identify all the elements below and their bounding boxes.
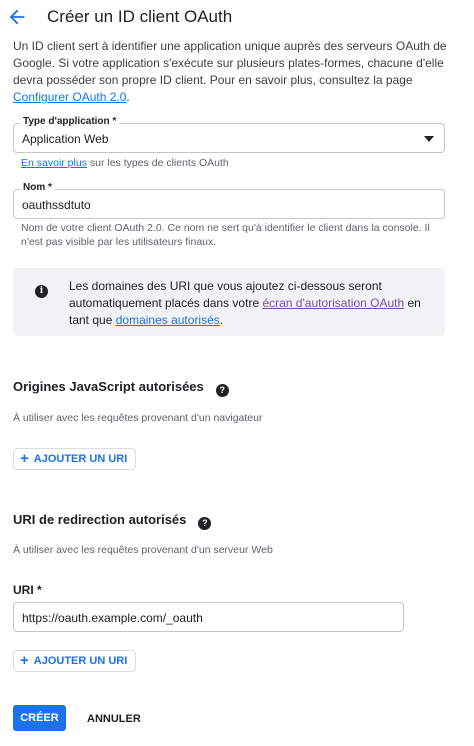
js-origins-heading <box>13 379 229 397</box>
authorized-domains-link[interactable]: domaines autorisés <box>115 313 220 327</box>
info-text <box>69 278 439 329</box>
create-button[interactable]: CRÉER <box>13 705 66 731</box>
intro-text <box>13 38 465 106</box>
name-helper: Nom de votre client OAuth 2.0. Ce nom ne sert qu'à identifier le client dans la console. Il n'est pas visible par les utilisateurs finaux. <box>21 222 430 248</box>
cancel-button[interactable]: ANNULER <box>87 713 141 725</box>
info-text-1: Les domaines des URI que vous ajoutez ci-dessous seront automatiquement placés dans votre <box>69 279 382 310</box>
arrow-back-icon[interactable] <box>6 6 28 28</box>
authorized-domains-info <box>13 268 445 336</box>
application-type-label: Type d'application * <box>20 116 119 128</box>
name-field[interactable] <box>13 182 445 219</box>
learn-more-link[interactable]: En savoir plus <box>21 157 87 169</box>
help-icon[interactable]: ? <box>198 517 211 530</box>
add-js-origin-label: AJOUTER UN URI <box>33 453 128 465</box>
add-redirect-uri-button[interactable] <box>13 650 136 672</box>
application-type-helper <box>21 156 229 170</box>
page-header <box>0 0 474 34</box>
help-icon[interactable]: ? <box>216 384 229 397</box>
consent-screen-link[interactable]: écran d'autorisation OAuth <box>262 296 405 310</box>
add-js-origin-button[interactable] <box>13 448 136 470</box>
application-type-value: Application Web <box>22 132 109 146</box>
configure-oauth-link[interactable]: Configurer OAuth 2.0 <box>13 90 127 104</box>
dropdown-arrow-icon <box>424 136 434 142</box>
redirect-uri-value: https://oauth.example.com/_oauth <box>22 611 203 625</box>
application-type-select[interactable] <box>13 116 445 153</box>
uri-label: URI * <box>13 583 42 597</box>
intro-suffix: . <box>126 90 130 104</box>
js-origins-title: Origines JavaScript autorisées <box>13 379 204 394</box>
info-text-2: en tant que <box>69 296 421 327</box>
name-label: Nom * <box>20 182 55 194</box>
info-text-3: . <box>219 313 224 327</box>
redirect-uris-subtitle: À utiliser avec les requêtes provenant d'un serveur Web <box>13 544 273 556</box>
info-icon: i <box>35 285 48 298</box>
add-redirect-uri-label: AJOUTER UN URI <box>33 655 128 667</box>
js-origins-subtitle: À utiliser avec les requêtes provenant d'un navigateur <box>13 412 263 424</box>
page-title: Créer un ID client OAuth <box>47 7 233 26</box>
name-value: oauthssdtuto <box>22 198 91 212</box>
redirect-uris-title: URI de redirection autorisés <box>13 512 187 527</box>
redirect-uri-input[interactable] <box>13 602 404 632</box>
redirect-uris-heading <box>13 512 211 530</box>
application-type-helper-text: sur les types de clients OAuth <box>86 157 229 169</box>
intro-body: Un ID client sert à identifier une application unique auprès des serveurs OAuth de Google. Si votre application s'exécute sur plusieurs plates-formes, chacune d'elle devra posséder son propre ID client. Pour en savoir plus, consultez la page <box>13 39 447 87</box>
plus-icon: + <box>20 450 29 467</box>
plus-icon: + <box>20 652 29 669</box>
